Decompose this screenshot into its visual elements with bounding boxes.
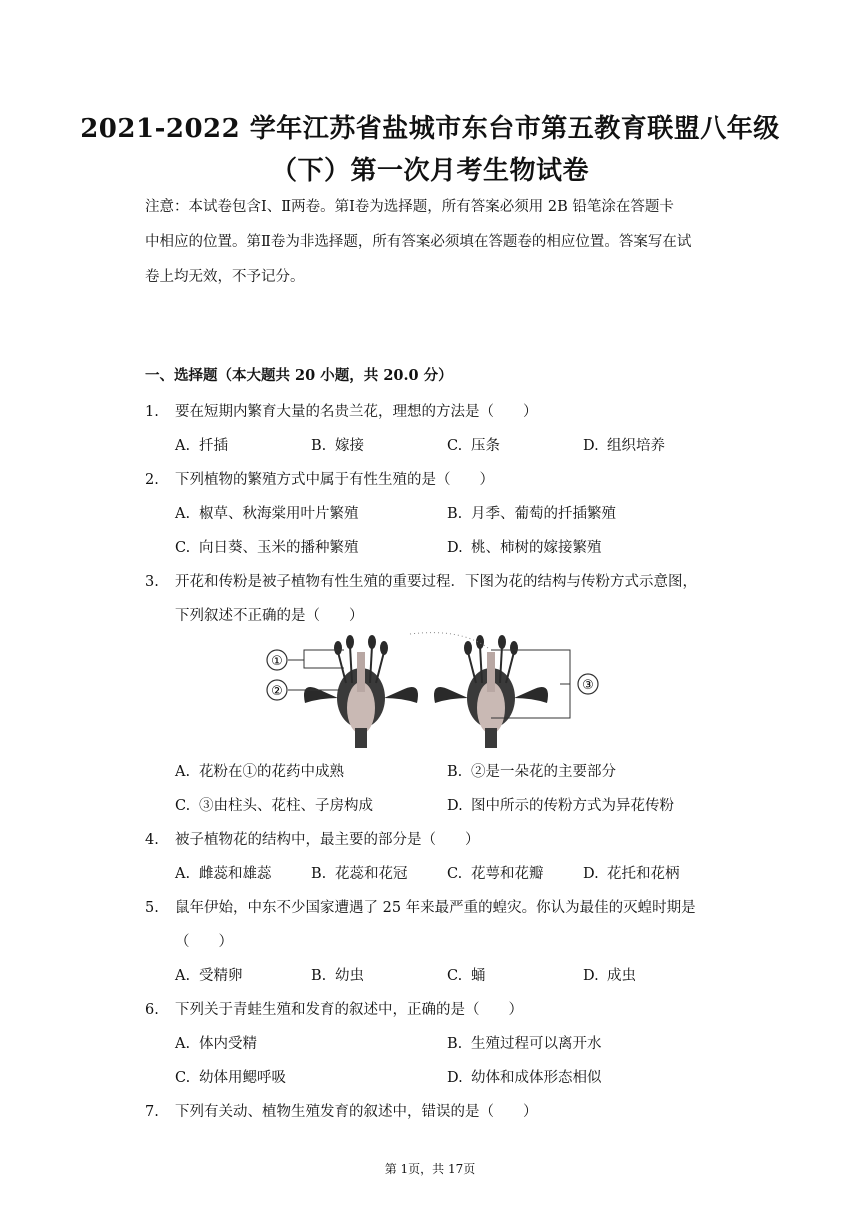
- question-number: 6.: [145, 1002, 159, 1018]
- label-3-marker: [578, 674, 598, 694]
- option-label: A.: [175, 968, 191, 984]
- option-d[interactable]: [447, 1066, 602, 1087]
- option-label: B.: [311, 968, 327, 984]
- question-5-continued: （ ）: [175, 934, 233, 950]
- question-text: 下列有关动、植物生殖发育的叙述中，错误的是（ ）: [175, 1104, 538, 1120]
- option-b[interactable]: [311, 434, 364, 455]
- question-7: [145, 1100, 538, 1121]
- exam-title-line1: 2021-2022 学年江苏省盐城市东台市第五教育联盟八年级: [80, 114, 780, 144]
- option-text: 桃、柿树的嫁接繁殖: [471, 540, 602, 556]
- question-3-continued: 下列叙述不正确的是（ ）: [175, 608, 364, 624]
- option-label: A.: [175, 506, 191, 522]
- question-number: 2.: [145, 472, 159, 488]
- option-label: D.: [583, 866, 599, 882]
- question-text: 开花和传粉是被子植物有性生殖的重要过程．下图为花的结构与传粉方式示意图，: [175, 574, 697, 590]
- option-text: 花蕊和花冠: [335, 866, 408, 882]
- option-a[interactable]: [175, 434, 228, 455]
- question-4: [145, 828, 480, 849]
- question-1: [145, 400, 538, 421]
- option-text: 受精卵: [199, 968, 243, 984]
- option-text: 月季、葡萄的扦插繁殖: [471, 506, 616, 522]
- option-d[interactable]: [583, 964, 636, 985]
- option-label: A.: [175, 866, 191, 882]
- option-text: 蛹: [471, 968, 486, 984]
- option-b[interactable]: [447, 502, 616, 523]
- notice-line3: 卷上均无效，不予记分。: [145, 269, 305, 285]
- option-b[interactable]: [447, 1032, 602, 1053]
- question-6: [145, 998, 523, 1019]
- option-text: 扦插: [199, 438, 228, 454]
- question-5: [145, 896, 696, 917]
- right-flower: [434, 635, 548, 748]
- option-text: 生殖过程可以离开水: [471, 1036, 602, 1052]
- option-c[interactable]: [175, 536, 359, 557]
- option-label: B.: [447, 764, 463, 780]
- option-text: 幼体用鳃呼吸: [199, 1070, 286, 1086]
- option-d[interactable]: [583, 862, 680, 883]
- option-a[interactable]: [175, 862, 272, 883]
- question-number: 7.: [145, 1104, 159, 1120]
- question-number: 4.: [145, 832, 159, 848]
- option-b[interactable]: [311, 862, 408, 883]
- section-heading: 一、选择题（本大题共 20 小题，共 20.0 分）: [145, 367, 453, 384]
- option-text: 雌蕊和雄蕊: [199, 866, 272, 882]
- option-text: ②是一朵花的主要部分: [471, 764, 616, 780]
- question-text: 要在短期内繁育大量的名贵兰花，理想的方法是（ ）: [175, 404, 538, 420]
- question-number: 3.: [145, 574, 159, 590]
- option-text: 花萼和花瓣: [471, 866, 544, 882]
- option-label: B.: [311, 438, 327, 454]
- label-1-marker: [267, 650, 287, 670]
- option-text: 图中所示的传粉方式为异花传粉: [471, 798, 674, 814]
- option-label: B.: [311, 866, 327, 882]
- option-b[interactable]: [311, 964, 364, 985]
- question-text: 下列植物的繁殖方式中属于有性生殖的是（ ）: [175, 472, 494, 488]
- option-a[interactable]: [175, 1032, 257, 1053]
- option-c[interactable]: [447, 964, 486, 985]
- option-label: C.: [447, 968, 463, 984]
- question-number: 1.: [145, 404, 159, 420]
- option-label: C.: [175, 798, 191, 814]
- option-label: C.: [175, 540, 191, 556]
- page-footer: 第 1页，共 17页: [384, 1162, 476, 1176]
- option-label: C.: [175, 1070, 191, 1086]
- notice-line2: 中相应的位置。第Ⅱ卷为非选择题，所有答案必须填在答题卷的相应位置。答案写在试: [145, 234, 692, 250]
- option-d[interactable]: [583, 434, 665, 455]
- label-1: ①: [271, 654, 283, 669]
- option-a[interactable]: [175, 502, 359, 523]
- option-text: 压条: [471, 438, 500, 454]
- question-text: 被子植物花的结构中，最主要的部分是（ ）: [175, 832, 480, 848]
- option-c[interactable]: [447, 862, 544, 883]
- option-label: A.: [175, 438, 191, 454]
- option-label: B.: [447, 506, 463, 522]
- option-label: D.: [447, 540, 463, 556]
- option-c[interactable]: [447, 434, 500, 455]
- option-label: D.: [447, 798, 463, 814]
- option-text: 椒草、秋海棠用叶片繁殖: [199, 506, 359, 522]
- notice-line1: 注意：本试卷包含Ⅰ、Ⅱ两卷。第Ⅰ卷为选择题，所有答案必须用 2B 铅笔涂在答题卡: [145, 199, 674, 215]
- question-3: [145, 570, 697, 591]
- option-text: ③由柱头、花柱、子房构成: [199, 798, 373, 814]
- label-3: ③: [582, 678, 594, 693]
- option-text: 幼虫: [335, 968, 364, 984]
- option-text: 成虫: [607, 968, 636, 984]
- option-d[interactable]: [447, 536, 602, 557]
- question-text: 下列关于青蛙生殖和发育的叙述中，正确的是（ ）: [175, 1002, 523, 1018]
- option-text: 体内受精: [199, 1036, 257, 1052]
- option-label: D.: [583, 438, 599, 454]
- option-label: B.: [447, 1036, 463, 1052]
- option-a[interactable]: [175, 760, 344, 781]
- label-2: ②: [271, 684, 283, 699]
- question-2: [145, 468, 494, 489]
- option-d[interactable]: [447, 794, 674, 815]
- option-c[interactable]: [175, 794, 373, 815]
- option-text: 花粉在①的花药中成熟: [199, 764, 344, 780]
- option-c[interactable]: [175, 1066, 286, 1087]
- option-label: A.: [175, 764, 191, 780]
- option-text: 嫁接: [335, 438, 364, 454]
- option-label: C.: [447, 866, 463, 882]
- option-label: A.: [175, 1036, 191, 1052]
- option-text: 花托和花柄: [607, 866, 680, 882]
- question-number: 5.: [145, 900, 159, 916]
- label-2-marker: [267, 680, 287, 700]
- option-label: D.: [447, 1070, 463, 1086]
- left-flower: [304, 635, 418, 748]
- flower-pollination-diagram: [260, 628, 610, 750]
- question-text: 鼠年伊始，中东不少国家遭遇了 25 年来最严重的蝗灾。你认为最佳的灭蝗时期是: [175, 900, 696, 916]
- option-label: D.: [583, 968, 599, 984]
- option-text: 组织培养: [607, 438, 665, 454]
- option-a[interactable]: [175, 964, 243, 985]
- option-label: C.: [447, 438, 463, 454]
- option-b[interactable]: [447, 760, 616, 781]
- option-text: 向日葵、玉米的播种繁殖: [199, 540, 359, 556]
- option-text: 幼体和成体形态相似: [471, 1070, 602, 1086]
- exam-title-line2: （下）第一次月考生物试卷: [270, 156, 589, 186]
